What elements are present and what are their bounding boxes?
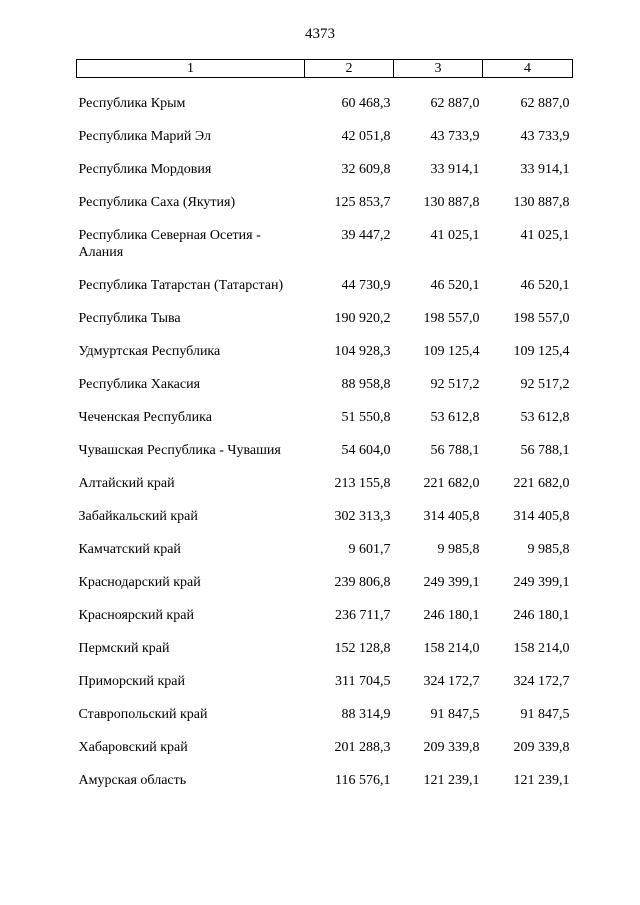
region-name-cell: Амурская область <box>78 773 187 788</box>
row-spacer <box>77 78 573 96</box>
row-spacer <box>77 145 573 161</box>
row-spacer <box>77 178 573 194</box>
value-col2-cell: 152 128,8 <box>334 641 391 656</box>
value-col4-cell: 246 180,1 <box>513 608 570 623</box>
value-col3-cell: 53 612,8 <box>430 410 480 425</box>
row-spacer <box>77 558 573 574</box>
region-name-cell: Краснодарский край <box>78 575 201 590</box>
region-name-cell: Удмуртская Республика <box>78 344 221 359</box>
region-name-cell: Забайкальский край <box>78 509 198 524</box>
region-name-cell: Республика Хакасия <box>78 377 201 392</box>
region-name-cell: Республика Крым <box>78 96 186 111</box>
value-col2-cell: 116 576,1 <box>335 773 391 788</box>
value-col3-cell: 121 239,1 <box>423 773 480 788</box>
value-col2-cell: 9 601,7 <box>348 542 391 557</box>
value-col3-cell: 62 887,0 <box>430 96 480 111</box>
table-row <box>77 128 573 145</box>
value-col4-cell: 158 214,0 <box>513 641 570 656</box>
value-col4-cell: 121 239,1 <box>513 773 570 788</box>
region-name-cell: Республика Татарстан (Татарстан) <box>78 278 284 293</box>
row-gap <box>77 690 573 706</box>
table-row <box>77 508 573 525</box>
value-col2-cell: 302 313,3 <box>334 509 391 524</box>
table-row <box>77 475 573 492</box>
value-col3-cell: 249 399,1 <box>423 575 480 590</box>
row-spacer <box>77 294 573 310</box>
value-col4-cell: 109 125,4 <box>513 344 570 359</box>
value-col2-cell: 39 447,2 <box>341 228 391 243</box>
table-row <box>77 409 573 426</box>
row-spacer <box>77 426 573 442</box>
row-spacer <box>77 690 573 706</box>
value-col2-cell: 60 468,3 <box>341 96 391 111</box>
table-row <box>77 541 573 558</box>
value-col2-cell: 54 604,0 <box>341 443 391 458</box>
row-gap <box>77 393 573 409</box>
row-spacer <box>77 261 573 277</box>
row-spacer <box>77 327 573 343</box>
table-row <box>77 95 573 112</box>
table-row <box>77 673 573 690</box>
table-row <box>77 310 573 327</box>
table-row <box>77 194 573 211</box>
row-gap <box>77 591 573 607</box>
value-col4-cell: 130 887,8 <box>513 195 570 210</box>
row-spacer <box>77 112 573 128</box>
value-col3-cell: 91 847,5 <box>430 707 480 722</box>
value-col4-cell: 249 399,1 <box>513 575 570 590</box>
row-gap <box>77 78 573 96</box>
row-gap <box>77 294 573 310</box>
region-name-cell: Республика Тыва <box>78 311 181 326</box>
region-name-cell: Республика Саха (Якутия) <box>78 195 236 210</box>
value-col4-cell: 221 682,0 <box>513 476 570 491</box>
value-col3-cell: 158 214,0 <box>423 641 480 656</box>
row-gap <box>77 558 573 574</box>
row-spacer <box>77 393 573 409</box>
row-spacer <box>77 211 573 227</box>
region-name-cell: Красноярский край <box>78 608 194 623</box>
value-col2-cell: 311 704,5 <box>335 674 391 689</box>
row-spacer <box>77 723 573 739</box>
value-col2-cell: 51 550,8 <box>341 410 391 425</box>
column-header-3: 3 <box>394 60 483 78</box>
row-spacer <box>77 657 573 673</box>
row-spacer <box>77 525 573 541</box>
region-name-cell: Республика Мордовия <box>78 162 212 177</box>
value-col3-cell: 46 520,1 <box>430 278 480 293</box>
value-col3-cell: 314 405,8 <box>423 509 480 524</box>
value-col4-cell: 209 339,8 <box>513 740 570 755</box>
value-col3-cell: 130 887,8 <box>423 195 480 210</box>
value-col3-cell: 43 733,9 <box>430 129 480 144</box>
value-col4-cell: 46 520,1 <box>520 278 570 293</box>
value-col3-cell: 109 125,4 <box>423 344 480 359</box>
value-col2-cell: 239 806,8 <box>334 575 391 590</box>
table-row <box>77 706 573 723</box>
table-body <box>77 78 573 790</box>
page-number: 4373 <box>305 26 335 42</box>
row-spacer <box>77 459 573 475</box>
row-gap <box>77 360 573 376</box>
row-gap <box>77 426 573 442</box>
value-col3-cell: 209 339,8 <box>423 740 480 755</box>
value-col4-cell: 41 025,1 <box>520 228 570 243</box>
value-col4-cell: 62 887,0 <box>520 96 570 111</box>
column-header-4: 4 <box>483 60 573 78</box>
row-gap <box>77 657 573 673</box>
region-name-cell: Чеченская Республика <box>78 410 212 425</box>
row-gap <box>77 756 573 772</box>
row-gap <box>77 492 573 508</box>
value-col2-cell: 104 928,3 <box>334 344 391 359</box>
row-spacer <box>77 492 573 508</box>
value-col2-cell: 201 288,3 <box>334 740 391 755</box>
value-col3-cell: 324 172,7 <box>423 674 480 689</box>
value-col2-cell: 88 958,8 <box>341 377 391 392</box>
row-gap <box>77 261 573 277</box>
value-col3-cell: 198 557,0 <box>423 311 480 326</box>
value-col3-cell: 92 517,2 <box>430 377 480 392</box>
value-col4-cell: 198 557,0 <box>513 311 570 326</box>
row-gap <box>77 525 573 541</box>
region-name-cell: Чувашская Республика - Чувашия <box>78 443 281 458</box>
row-gap <box>77 723 573 739</box>
row-spacer <box>77 756 573 772</box>
row-spacer <box>77 591 573 607</box>
row-gap <box>77 211 573 227</box>
value-col4-cell: 43 733,9 <box>520 129 570 144</box>
table-row <box>77 227 573 261</box>
table-row <box>77 442 573 459</box>
table-row <box>77 277 573 294</box>
budget-table <box>76 59 573 789</box>
value-col2-cell: 125 853,7 <box>334 195 391 210</box>
row-spacer <box>77 360 573 376</box>
value-col4-cell: 91 847,5 <box>520 707 570 722</box>
table-row <box>77 640 573 657</box>
row-gap <box>77 327 573 343</box>
table-row <box>77 343 573 360</box>
table-row <box>77 161 573 178</box>
value-col2-cell: 213 155,8 <box>334 476 391 491</box>
value-col3-cell: 56 788,1 <box>430 443 480 458</box>
region-name-cell: Ставропольский край <box>78 707 208 722</box>
value-col3-cell: 41 025,1 <box>430 228 480 243</box>
value-col2-cell: 88 314,9 <box>341 707 391 722</box>
table-row <box>77 607 573 624</box>
row-gap <box>77 112 573 128</box>
column-header-2: 2 <box>305 60 394 78</box>
value-col3-cell: 33 914,1 <box>430 162 480 177</box>
table-row <box>77 376 573 393</box>
region-name-cell: Алтайский край <box>78 476 175 491</box>
column-header-1: 1 <box>77 60 305 78</box>
region-name-cell: Республика Марий Эл <box>78 129 211 144</box>
value-col4-cell: 92 517,2 <box>520 377 570 392</box>
value-col3-cell: 221 682,0 <box>423 476 480 491</box>
row-gap <box>77 624 573 640</box>
value-col3-cell: 9 985,8 <box>437 542 480 557</box>
value-col4-cell: 56 788,1 <box>520 443 570 458</box>
value-col4-cell: 33 914,1 <box>520 162 570 177</box>
value-col2-cell: 190 920,2 <box>334 311 391 326</box>
table-row <box>77 772 573 789</box>
table-header <box>77 60 573 78</box>
region-name-cell: Хабаровский край <box>78 740 188 755</box>
region-name-cell: Республика Северная Осетия - Алания <box>78 228 261 260</box>
value-col2-cell: 32 609,8 <box>341 162 391 177</box>
value-col4-cell: 9 985,8 <box>527 542 570 557</box>
table-row <box>77 574 573 591</box>
region-name-cell: Камчатский край <box>78 542 181 557</box>
region-name-cell: Приморский край <box>78 674 185 689</box>
value-col3-cell: 246 180,1 <box>423 608 480 623</box>
value-col2-cell: 42 051,8 <box>341 129 391 144</box>
row-gap <box>77 145 573 161</box>
row-gap <box>77 178 573 194</box>
value-col4-cell: 53 612,8 <box>520 410 570 425</box>
value-col2-cell: 44 730,9 <box>341 278 391 293</box>
row-gap <box>77 459 573 475</box>
value-col2-cell: 236 711,7 <box>335 608 391 623</box>
row-spacer <box>77 624 573 640</box>
value-col4-cell: 314 405,8 <box>513 509 570 524</box>
value-col4-cell: 324 172,7 <box>513 674 570 689</box>
region-name-cell: Пермский край <box>78 641 170 656</box>
table-row <box>77 739 573 756</box>
